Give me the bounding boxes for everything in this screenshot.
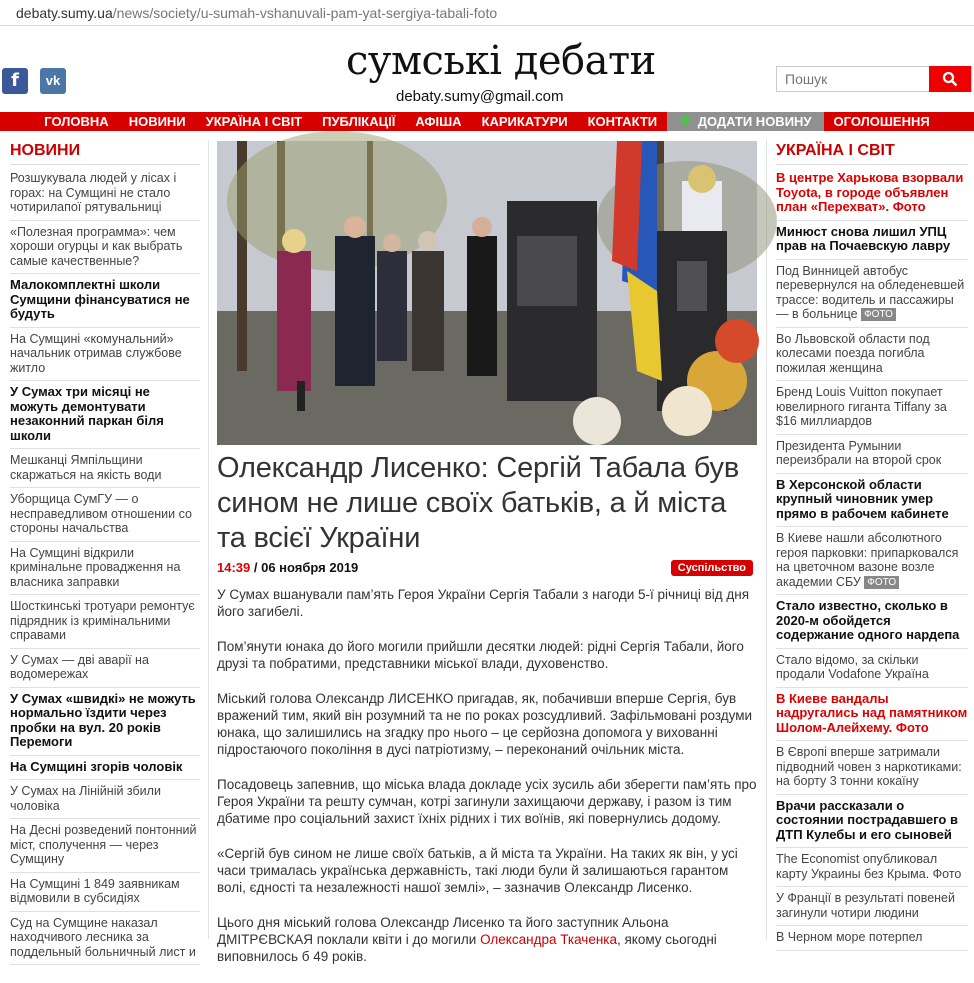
article-date-separator: / [250, 560, 262, 575]
news-item-text: Уборщица СумГУ — о несправедливом отношении со стороны начальства [10, 492, 192, 535]
news-item[interactable] [10, 492, 200, 542]
news-sidebar-title[interactable]: НОВИНИ [10, 140, 200, 165]
news-item-text: У Сумах «швидкі» не можуть нормально їздити через пробки на вул. 20 років Перемоги [10, 690, 196, 749]
news-item[interactable] [10, 823, 200, 873]
url-domain: debaty.sumy.ua [16, 5, 113, 21]
news-item-text: В Киеве вандалы надругались над памятником Шолом-Алейхему. Фото [776, 690, 968, 735]
news-item[interactable] [776, 692, 968, 742]
world-news-title[interactable]: УКРАЇНА І СВІТ [776, 140, 968, 165]
nav-item-publications[interactable]: ПУБЛІКАЦІЇ [322, 114, 396, 129]
news-item-text: «Полезная программа»: чем хороши огурцы и как выбрать самые качественные? [10, 224, 183, 268]
news-item[interactable] [776, 799, 968, 849]
news-item-text: На Сумщині 1 849 заявникам відмовили в субсидіях [10, 876, 180, 905]
news-item[interactable] [10, 171, 200, 221]
news-item-text: Минюст снова лишил УПЦ прав на Почаевскую лавру [776, 223, 951, 253]
news-item[interactable] [10, 225, 200, 275]
news-item[interactable] [776, 225, 968, 260]
world-news-list [776, 171, 968, 951]
article-paragraph: У Сумах вшанували пам’ять Героя України Сергія Табали з нагоди 5-ї річниці від дня його загибелі. [217, 587, 750, 619]
article-date: 06 ноября 2019 [261, 560, 359, 575]
search-icon [942, 71, 958, 87]
news-item-text: Врачи рассказали о состоянии пострадавшего в ДТП Кулебы и его сыновей [776, 797, 958, 842]
paragraph-text: Цього дня міський голова Олександр Лисенко та його заступник Альона ДМІТРЄВСКАЯ поклали квіти і до могили [217, 915, 669, 947]
news-item-text: На Сумщині «комунальний» начальник отримав службове житло [10, 331, 182, 375]
news-item[interactable] [776, 599, 968, 649]
person-link[interactable]: Олександра Ткаченка [480, 932, 617, 947]
article-photo[interactable] [217, 141, 757, 445]
news-item-text: На Сумщині згорів чоловік [10, 758, 183, 774]
search-button[interactable] [929, 66, 971, 92]
news-item-text: В Європі вперше затримали підводний човен з наркотиками: на борту 3 тонни кокаїну [776, 745, 962, 788]
site-logo[interactable]: сумські дебати [346, 38, 656, 84]
news-item-text: Президента Румынии переизбрали на второй срок [776, 438, 942, 467]
news-item-text: В Черном море потерпел [776, 930, 923, 944]
news-item-text: На Десні розведений понтонний міст, сполучення — через Сумщину [10, 823, 197, 866]
search-box [776, 66, 972, 92]
news-item-text: Малокомплектні школи Сумщини фінансуватися не будуть [10, 277, 190, 321]
news-item[interactable] [776, 745, 968, 795]
news-item-text: Бренд Louis Vuitton покупает ювелирного гиганта Tiffany за $16 миллиардов [776, 385, 947, 428]
news-item[interactable] [776, 930, 968, 951]
nav-item-ukraine-world[interactable]: УКРАЇНА І СВІТ [205, 114, 303, 129]
news-item[interactable] [10, 877, 200, 912]
news-item-text: В Херсонской области крупный чиновник умер прямо в рабочем кабинете [776, 476, 949, 521]
news-item[interactable] [776, 439, 968, 474]
article-body [217, 586, 757, 965]
facebook-icon[interactable]: f [2, 68, 28, 94]
category-badge[interactable]: Суспільство [671, 560, 753, 576]
contact-email[interactable]: debaty.sumy@gmail.com [396, 88, 564, 105]
article-paragraph: Посадовець запевнив, що міська влада докладе усіх зусиль аби зберегти пам’ять про Героя України та решту сумчан, котрі загинули захищаючи державу, і разом із тим дбатиме про соціальний захист їхніх рідних і тих воїнів, які повернулись додому. [217, 777, 757, 826]
news-item-text: В центре Харькова взорвали Toyota, в городе объявлен план «Перехват». Фото [776, 170, 964, 214]
url-path: /news/society/u-sumah-vshanuvali-pam-yat-sergiya-tabali-foto [112, 5, 498, 21]
news-item-text: Стало известно, сколько в 2020-м обойдется содержание одного нардепа [776, 598, 960, 642]
news-list [10, 171, 200, 965]
world-news-sidebar [776, 140, 968, 955]
news-item[interactable] [10, 916, 200, 966]
news-item[interactable] [10, 599, 200, 649]
paragraph-text: , якому сьогодні виповнилось б 49 років. [217, 932, 717, 964]
news-item[interactable] [10, 546, 200, 596]
news-item-text: В Киеве нашли абсолютного героя парковки: припарковался на цветочном вазоне возле академии СБУ [776, 531, 959, 589]
article-time: 14:39 [217, 560, 251, 575]
news-item-text: Мешканці Ямпільщини скаржаться на якість води [10, 453, 162, 482]
news-item-text: У Сумах на Лінійній збили чоловіка [10, 784, 161, 813]
vk-icon[interactable]: vk [40, 68, 66, 94]
nav-item-afisha[interactable]: АФІША [415, 114, 462, 129]
site-header [0, 26, 974, 112]
news-item[interactable] [776, 653, 968, 688]
nav-add-label: ДОДАТИ НОВИНУ [697, 114, 812, 129]
news-item[interactable] [776, 478, 968, 528]
nav-item-caricatures[interactable]: КАРИКАТУРИ [481, 114, 568, 129]
photo-badge: ФОТО [864, 576, 899, 589]
news-item[interactable] [776, 852, 968, 887]
news-item[interactable] [776, 385, 968, 435]
news-item[interactable] [10, 653, 200, 688]
news-item[interactable] [776, 171, 968, 221]
news-sidebar [10, 140, 200, 969]
news-item[interactable] [10, 692, 200, 756]
browser-address-bar[interactable] [0, 0, 974, 26]
nav-item-news[interactable]: НОВИНИ [128, 114, 186, 129]
news-item[interactable] [10, 784, 200, 819]
nav-add-news-button[interactable] [667, 112, 823, 131]
article-paragraph: «Сергій був сином не лише своїх батьків, а й міста та України. На таких як він, у усі часи трималась українська державність, такі люди були й залишаються гарантом волі, єдності та незалежності нашої землі», – зазначив Олександр Лисенко. [217, 846, 738, 895]
article-paragraph: Пом’янути юнака до його могили прийшли десятки людей: рідні Сергія Табали, його друзі та побратими, представники міської влади, духовенство. [217, 639, 744, 671]
main-nav [0, 112, 974, 131]
news-item-text: У Сумах три місяці не можуть демонтувати незаконний паркан біля школи [10, 384, 164, 443]
article-meta [217, 560, 757, 580]
news-item[interactable] [776, 264, 968, 328]
news-item-text: Под Винницей автобус перевернулся на обледеневшей трассе: водитель и пассажиры — в больнице [776, 263, 965, 321]
news-item[interactable] [10, 453, 200, 488]
news-item-text: The Economist опубликовал карту Украины без Крыма. Фото [776, 852, 962, 881]
news-item-text: Суд на Сумщине наказал находчивого лесника за поддельный больничный лист и [10, 915, 196, 959]
news-item-text: Стало відомо, за скільки продали Vodafone Україна [776, 652, 929, 681]
news-item[interactable] [10, 385, 200, 449]
column-divider [208, 140, 209, 939]
article [217, 141, 757, 983]
nav-item-ads[interactable]: ОГОЛОШЕННЯ [833, 114, 930, 129]
article-paragraph [217, 914, 757, 965]
news-item[interactable] [10, 278, 200, 328]
news-item[interactable] [776, 332, 968, 382]
article-paragraph: Міський голова Олександр ЛИСЕНКО пригадав, як, побачивши вперше Сергія, був вражений тим, який він розумний та не по роках розсудливий. Зафільмовані роздуми юнака, що залишились на згадку про нього – це серйозна допомога у вихованні підростаючого покоління в дусі патріотизму, – переконаний очільник міста. [217, 691, 753, 757]
news-item-text: Розшукувала людей у лісах і горах: на Сумщині не стало чотирилапої рятувальниці [10, 171, 177, 214]
news-item-text: На Сумщині відкрили кримінальне провадження на власника заправки [10, 545, 181, 589]
nav-item-contacts[interactable]: КОНТАКТИ [587, 114, 658, 129]
photo-illustration [217, 141, 757, 445]
search-input[interactable] [777, 67, 931, 91]
article-title: Олександр Лисенко: Сергій Табала був сином не лише своїх батьків, а й міста та всієї України [217, 452, 740, 554]
news-item[interactable] [10, 760, 200, 781]
news-item[interactable] [776, 531, 968, 595]
column-divider [766, 140, 767, 939]
news-item-text: У Франції в результаті повеней загинули чотири людини [776, 891, 955, 920]
news-item[interactable] [776, 891, 968, 926]
plus-icon: ✚ [679, 113, 692, 130]
news-item-text: Шосткинські тротуари ремонтує підрядник із кримінальними справами [10, 599, 195, 642]
url-text[interactable] [16, 5, 497, 21]
news-item-text: У Сумах — дві аварії на водомережах [10, 652, 149, 681]
photo-badge: ФОТО [861, 308, 896, 321]
nav-item-home[interactable]: ГОЛОВНА [44, 114, 109, 129]
news-item[interactable] [10, 332, 200, 382]
news-item-text: Во Львовской области под колесами поезда погибла пожилая женщина [776, 331, 930, 375]
